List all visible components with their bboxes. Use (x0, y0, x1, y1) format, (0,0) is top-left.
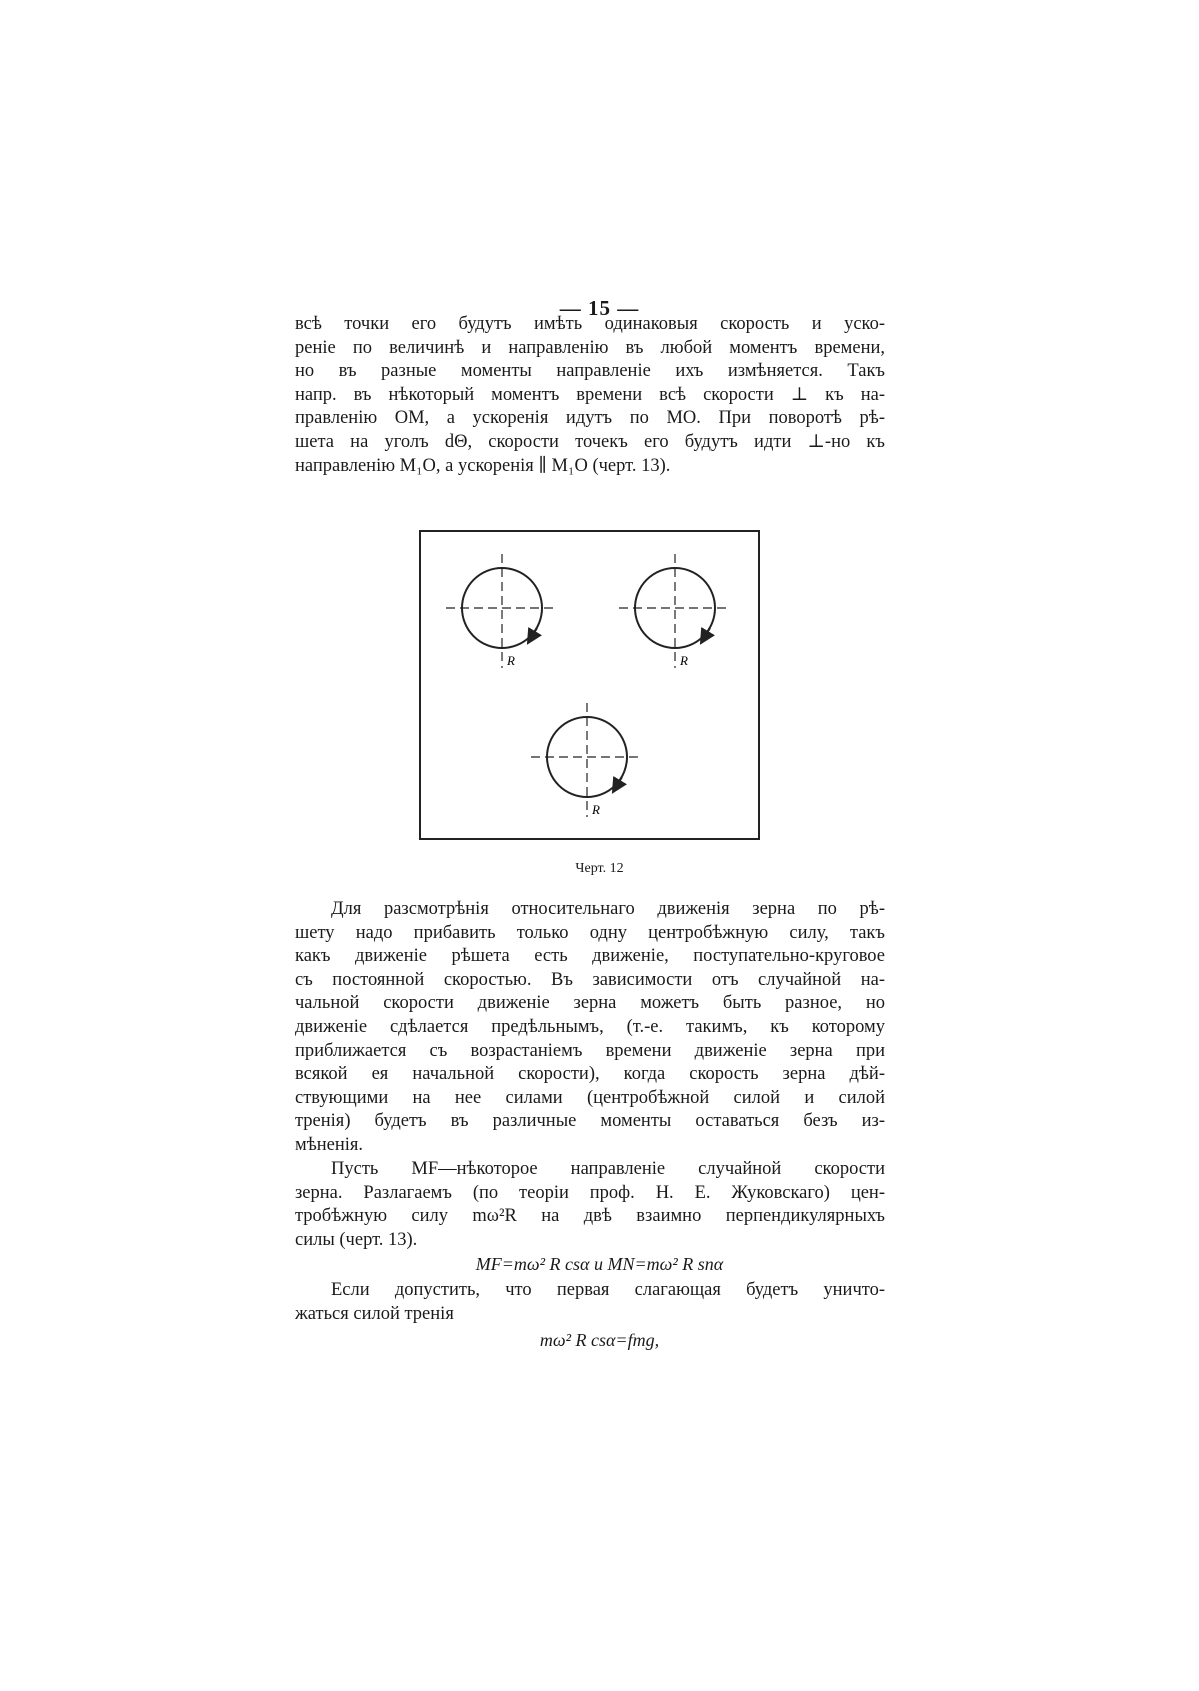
circle-label: R (592, 802, 600, 817)
circle-label: R (680, 653, 688, 668)
page-number: — 15 — (559, 296, 640, 320)
circle-diagram-2 (619, 554, 731, 668)
text-line: мѣненiя. (295, 1134, 364, 1155)
text-line: но въ разные моменты направленiе ихъ измѣняется. Такъ (295, 361, 885, 382)
paragraph-2 (295, 898, 885, 1158)
figure-frame (419, 530, 760, 840)
text-line: тробѣжную силу mω²R на двѣ взаимно перпендикулярныхъ (295, 1206, 885, 1227)
text-line: шета на уголъ dΘ, скорости точекъ его будутъ идти ⊥-но къ (295, 431, 885, 452)
text-line: ствующими на нее силами (центробѣжной силой и силой (295, 1087, 885, 1108)
circle-label: R (507, 653, 515, 668)
text-line: жаться силой тренiя (295, 1303, 454, 1324)
text-line: зерна. Разлагаемъ (по теорiи проф. Н. Е. Жуковскаго) цен- (295, 1182, 885, 1203)
text-line: силы (черт. 13). (295, 1229, 418, 1250)
text-line: Если допустить, что первая слагающая будетъ уничто- (331, 1280, 885, 1300)
text-line: Для разсмотрѣнiя относительнаго движенiя зерна по рѣ- (331, 899, 885, 919)
text-line: ренiе по величинѣ и направленiю въ любой моментъ времени, (295, 337, 885, 358)
text-line: Пусть MF—нѣкоторое направленiе случайной скорости (331, 1159, 885, 1179)
text-line: напр. въ нѣкоторый моментъ времени всѣ скорости ⊥ къ на- (295, 384, 885, 405)
text-line: какъ движенiе рѣшета есть движенiе, поступательно-круговое (295, 946, 885, 967)
formula-2: mω² R csα=fmg, (539, 1330, 660, 1350)
text-line: приближается съ возрастанiемъ времени движенiе зерна при (295, 1040, 885, 1061)
formula-1: MF=mω² R csα и MN=mω² R snα (475, 1254, 724, 1274)
text-line: направленiю M₁O, а ускоренiя ∥ M₁O (черт. 13). (295, 455, 671, 476)
text-line: всѣ точки его будутъ имѣть одинаковыя скорость и уско- (295, 314, 885, 334)
circle-diagram-3 (531, 703, 643, 817)
figure-diagram (421, 532, 758, 838)
figure-caption: Черт. 12 (575, 861, 624, 876)
paragraph-1 (295, 313, 885, 478)
paragraph-4 (295, 1279, 885, 1326)
paragraph-3 (295, 1158, 885, 1252)
text-line: движенiе сдѣлается предѣльнымъ, (т.-е. такимъ, къ которому (295, 1016, 885, 1037)
text-line: чальной скорости движенiе зерна можетъ быть разное, но (295, 993, 885, 1014)
text-line: всякой ея начальной скорости), когда скорость зерна дѣй- (295, 1064, 885, 1085)
text-line: съ постоянной скоростью. Въ зависимости отъ случайной на- (295, 969, 885, 990)
circle-diagram-1 (446, 554, 558, 668)
text-line: тренiя) будетъ въ различные моменты оставаться безъ из- (295, 1111, 885, 1132)
text-line: шету надо прибавить только одну центробѣжную силу, такъ (295, 922, 885, 943)
text-line: правленiю OM, а ускоренiя идутъ по MO. При поворотѣ рѣ- (295, 408, 885, 429)
